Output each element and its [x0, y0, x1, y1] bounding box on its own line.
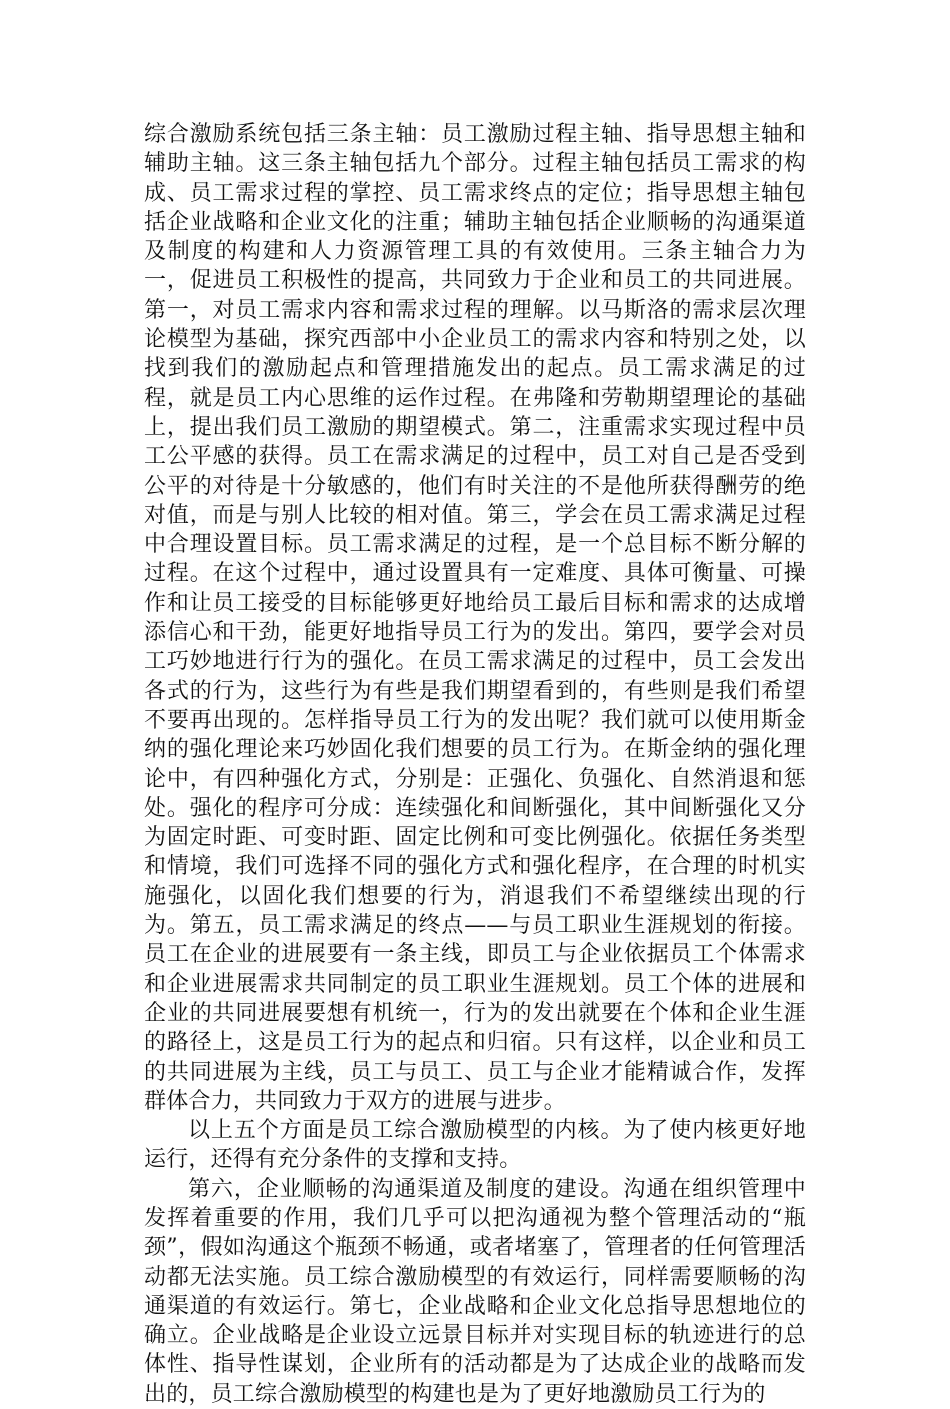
document-body	[144, 120, 806, 1409]
paragraph-1: 综合激励系统包括三条主轴：员工激励过程主轴、指导思想主轴和辅助主轴。这三条主轴包括九个部分。过程主轴包括员工需求的构成、员工需求过程的掌控、员工需求终点的定位；指导思想主轴包括企业战略和企业文化的注重；辅助主轴包括企业顺畅的沟通渠道及制度的构建和人力资源管理工具的有效使用。三条主轴合力为一，促进员工积极性的提高，共同致力于企业和员工的共同进展。第一，对员工需求内容和需求过程的理解。以马斯洛的需求层次理论模型为基础，探究西部中小企业员工的需求内容和特别之处，以找到我们的激励起点和管理措施发出的起点。员工需求满足的过程，就是员工内心思维的运作过程。在弗隆和劳勒期望理论的基础上，提出我们员工激励的期望模式。第二，注重需求实现过程中员工公平感的获得。员工在需求满足的过程中，员工对自己是否受到公平的对待是十分敏感的，他们有时关注的不是他所获得酬劳的绝对值，而是与别人比较的相对值。第三，学会在员工需求满足过程中合理设置目标。员工需求满足的过程，是一个总目标不断分解的过程。在这个过程中，通过设置具有一定难度、具体可衡量、可操作和让员工接受的目标能够更好地给员工最后目标和需求的达成增添信心和干劲，能更好地指导员工行为的发出。第四，要学会对员工巧妙地进行行为的强化。在员工需求满足的过程中，员工会发出各式的行为，这些行为有些是我们期望看到的，有些则是我们希望不要再出现的。怎样指导员工行为的发出呢？我们就可以使用斯金纳的强化理论来巧妙固化我们想要的员工行为。在斯金纳的强化理论中，有四种强化方式，分别是：正强化、负强化、自然消退和惩处。强化的程序可分成：连续强化和间断强化，其中间断强化又分为固定时距、可变时距、固定比例和可变比例强化。依据任务类型和情境，我们可选择不同的强化方式和强化程序，在合理的时机实施强化，以固化我们想要的行为，消退我们不希望继续出现的行为。第五，员工需求满足的终点——与员工职业生涯规划的衔接。员工在企业的进展要有一条主线，即员工与企业依据员工个体需求和企业进展需求共同制定的员工职业生涯规划。员工个体的进展和企业的共同进展要想有机统一，行为的发出就要在个体和企业生涯的路径上，这是员工行为的起点和归宿。只有这样，以企业和员工的共同进展为主线，员工与员工、员工与企业才能精诚合作，发挥群体合力，共同致力于双方的进展与进步。	[144, 122, 806, 1114]
paragraph-2: 以上五个方面是员工综合激励模型的内核。为了使内核更好地运行，还得有充分条件的支撑和支持。	[144, 1118, 806, 1173]
paragraph-3: 第六，企业顺畅的沟通渠道及制度的建设。沟通在组织管理中发挥着重要的作用，我们几乎可以把沟通视为整个管理活动的“瓶颈”，假如沟通这个瓶颈不畅通，或者堵塞了，管理者的任何管理活动都无法实施。员工综合激励模型的有效运行，同样需要顺畅的沟通渠道的有效运行。第七，企业战略和企业文化总指导思想地位的确立。企业战略是企业设立远景目标并对实现目标的轨迹进行的总体性、指导性谋划，企业所有的活动都是为了达成企业的战略而发出的，员工综合激励模型的构建也是为了更好地激励员工行为的	[144, 1176, 806, 1407]
